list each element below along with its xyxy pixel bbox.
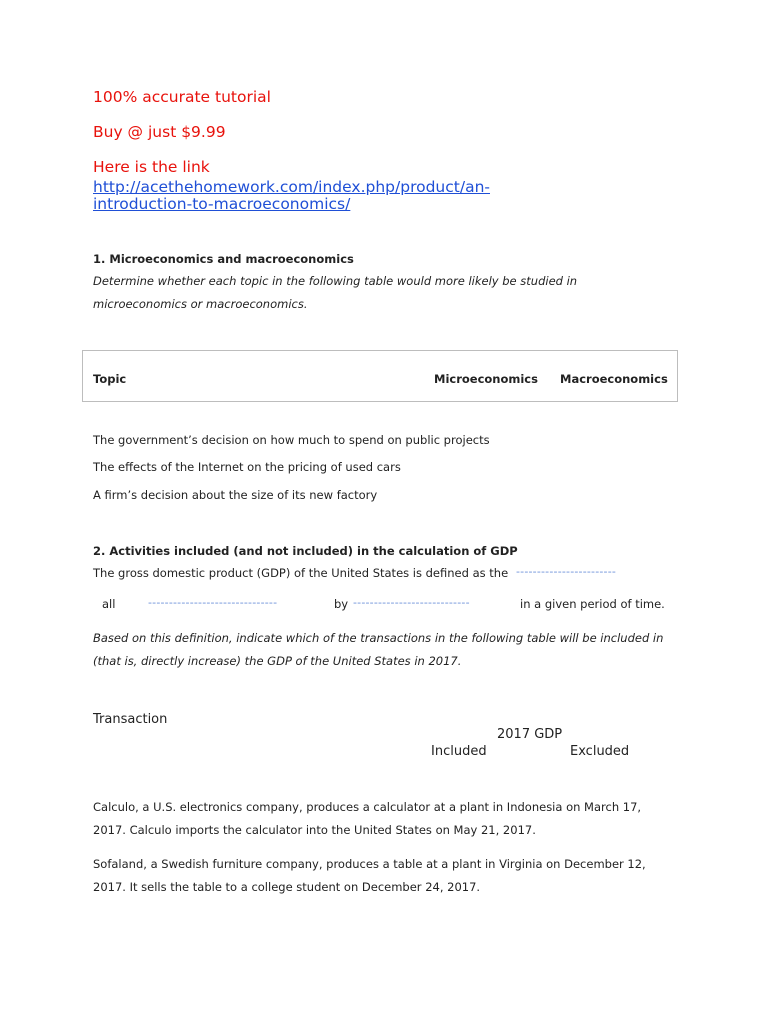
transaction-row-line1: Sofaland, a Swedish furniture company, produces a table at a plant in Virginia on December 12,	[93, 857, 646, 871]
transaction-row-line2: 2017. It sells the table to a college student on December 24, 2017.	[93, 880, 481, 894]
gdp-definition-end: in a given period of time.	[520, 597, 665, 611]
section1-heading: 1. Microeconomics and macroeconomics	[93, 252, 354, 266]
macro-header: Macroeconomics	[560, 372, 668, 386]
gdp-blank-2[interactable]: -------------------------------	[148, 596, 278, 609]
excluded-header: Excluded	[570, 744, 630, 759]
gdp-2017-header: 2017 GDP	[497, 727, 563, 742]
section2-instruction-line1: Based on this definition, indicate which of the transactions in the following table will be included in	[93, 631, 664, 645]
section2-instruction-line2: (that is, directly increase) the GDP of the United States in 2017.	[93, 654, 462, 668]
section1-instruction-line2: microeconomics or macroeconomics.	[93, 297, 308, 311]
topic-header: Topic	[93, 372, 127, 386]
gdp-definition-start: The gross domestic product (GDP) of the United States is defined as the	[93, 566, 509, 580]
gdp-blank-1[interactable]: ------------------------	[516, 565, 617, 578]
topic-row: The government’s decision on how much to spend on public projects	[93, 433, 490, 447]
topic-row: The effects of the Internet on the pricing of used cars	[93, 460, 401, 474]
topic-row: A firm’s decision about the size of its new factory	[93, 488, 378, 502]
gdp-blank-3[interactable]: ----------------------------	[353, 596, 470, 609]
product-link-line2[interactable]: introduction-to-macroeconomics/	[93, 195, 351, 213]
transaction-row-line2: 2017. Calculo imports the calculator into the United States on May 21, 2017.	[93, 823, 536, 837]
word-all: all	[102, 597, 116, 611]
product-link-line1[interactable]: http://acethehomework.com/index.php/product/an-	[93, 178, 490, 196]
section2-heading: 2. Activities included (and not included) in the calculation of GDP	[93, 544, 518, 558]
promo-link-label: Here is the link	[93, 158, 210, 176]
included-header: Included	[431, 744, 487, 759]
transaction-header: Transaction	[93, 712, 168, 727]
transaction-row-line1: Calculo, a U.S. electronics company, produces a calculator at a plant in Indonesia on March 17,	[93, 800, 642, 814]
word-by: by	[334, 597, 349, 611]
promo-price: Buy @ just $9.99	[93, 123, 226, 141]
promo-title: 100% accurate tutorial	[93, 88, 271, 106]
micro-header: Microeconomics	[434, 372, 538, 386]
section1-instruction-line1: Determine whether each topic in the following table would more likely be studied in	[93, 274, 578, 288]
